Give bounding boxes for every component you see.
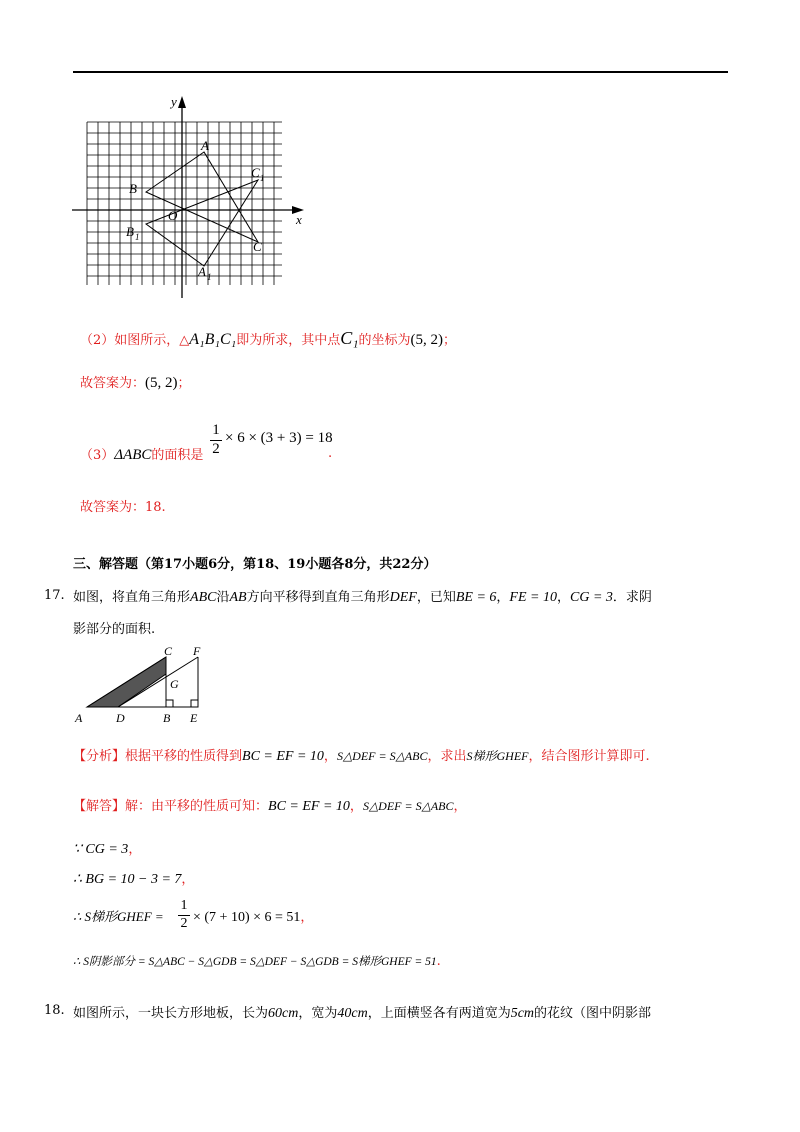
q17-triangle-figure bbox=[70, 640, 220, 726]
solution-text1: 解：由平移的性质可知： bbox=[125, 799, 269, 814]
label-d: D bbox=[116, 711, 125, 725]
answer2-line: 故答案为：18. bbox=[80, 500, 166, 515]
point-b1-label: B bbox=[126, 224, 134, 239]
point-a1-sub: 1 bbox=[207, 272, 212, 282]
q18-number: 18. bbox=[44, 1003, 65, 1018]
part2-end: ； bbox=[442, 333, 456, 348]
analysis-eq3: S梯形GHEF bbox=[466, 749, 529, 763]
answer1-prefix: 故答案为： bbox=[80, 376, 146, 391]
label-g: G bbox=[170, 677, 179, 691]
point-c1-sub: 1 bbox=[260, 173, 265, 183]
step3-end: ， bbox=[300, 910, 314, 925]
part3-prefix-line bbox=[80, 444, 203, 464]
step1-end: ， bbox=[128, 842, 142, 857]
top-rule bbox=[73, 71, 728, 73]
label-e: E bbox=[190, 711, 198, 725]
q17-sep1: ， bbox=[496, 590, 510, 605]
analysis-text2: ，求出 bbox=[427, 749, 467, 764]
step2-end: ， bbox=[181, 872, 195, 887]
step1-math: ∵ CG = 3 bbox=[73, 842, 129, 857]
part3-expr: × 6 × (3 + 3) = 18 bbox=[225, 430, 333, 446]
coordinate-grid-figure bbox=[70, 90, 320, 305]
part2-coord: (5, 2) bbox=[410, 332, 443, 348]
analysis-line bbox=[73, 745, 650, 765]
q17-text-e: ．求阴 bbox=[612, 590, 652, 605]
answer1-end: ； bbox=[177, 376, 191, 391]
part2-mid: 即为所求，其中点 bbox=[236, 333, 341, 348]
step4-end: . bbox=[436, 954, 441, 969]
step3-lhs: ∴ S梯形GHEF = bbox=[73, 909, 164, 924]
q17-be: BE = 6 bbox=[455, 590, 497, 605]
point-c1-label: C bbox=[251, 165, 260, 180]
q17-def: DEF bbox=[389, 590, 417, 605]
label-c: C bbox=[164, 644, 173, 658]
part2-point: C₁ bbox=[340, 328, 359, 348]
grid-lines bbox=[87, 122, 282, 285]
y-axis-label: y bbox=[171, 94, 177, 109]
label-b: B bbox=[163, 711, 171, 725]
q18-text-b: ，宽为 bbox=[298, 1006, 338, 1021]
q17-abc: ABC bbox=[190, 590, 217, 605]
q17-text-d: ，已知 bbox=[416, 590, 456, 605]
solution-eq1: BC = EF = 10 bbox=[268, 799, 350, 814]
solution-step1 bbox=[73, 838, 141, 858]
step3-rhs: × (7 + 10) × 6 = 51 bbox=[193, 910, 301, 925]
analysis-tag: 【分析】 bbox=[73, 749, 126, 764]
right-angle-b bbox=[166, 700, 173, 707]
right-angle-e bbox=[191, 700, 198, 707]
q17-text-c: 方向平移得到直角三角形 bbox=[246, 590, 390, 605]
analysis-text1: 根据平移的性质得到 bbox=[125, 749, 243, 764]
q17-line1 bbox=[73, 586, 652, 606]
x-axis-label: x bbox=[296, 212, 302, 227]
y-axis-arrow bbox=[178, 96, 186, 108]
point-b1-sub: 1 bbox=[135, 232, 140, 242]
part2-triangle: A₁B₁C₁ bbox=[189, 331, 237, 348]
part3-frac bbox=[210, 422, 222, 458]
solution-step2 bbox=[73, 868, 194, 888]
part3-frac-num: 1 bbox=[212, 422, 220, 438]
part3-prefix: （3） bbox=[80, 448, 115, 463]
q17-fe: FE = 10 bbox=[509, 590, 557, 605]
answer1-line bbox=[80, 372, 191, 392]
q17-number: 17. bbox=[44, 588, 65, 603]
part3-triangle: ΔABC bbox=[114, 447, 152, 463]
solution-tag: 【解答】 bbox=[73, 799, 126, 814]
part2-prefix: （2）如图所示，△ bbox=[80, 333, 190, 348]
q17-line2: 影部分的面积. bbox=[73, 622, 156, 637]
q18-text-d: 的花纹（图中阴影部 bbox=[534, 1006, 652, 1021]
part3-end: . bbox=[328, 446, 333, 461]
solution-end: ， bbox=[453, 799, 467, 814]
q18-width: 40cm bbox=[337, 1006, 368, 1021]
part3-frac-den: 2 bbox=[210, 440, 222, 458]
solution-eq2: S△DEF = S△ABC bbox=[362, 799, 454, 813]
q18-length: 60cm bbox=[268, 1006, 299, 1021]
answer1-value: (5, 2) bbox=[145, 375, 178, 391]
step3-frac bbox=[178, 898, 190, 932]
label-f: F bbox=[193, 644, 201, 658]
q17-text-a: 如图，将直角三角形 bbox=[73, 590, 191, 605]
q17-ab: AB bbox=[229, 590, 247, 605]
point-c-label: C bbox=[253, 239, 262, 254]
part3-mid: 的面积是 bbox=[151, 448, 204, 463]
part2-mid2: 的坐标为 bbox=[358, 333, 411, 348]
q18-text-a: 如图所示，一块长方形地板，长为 bbox=[73, 1006, 269, 1021]
q17-text-b: 沿 bbox=[216, 590, 230, 605]
q17-cg: CG = 3 bbox=[570, 590, 613, 605]
step3-rhs-line bbox=[193, 906, 313, 926]
section3-title: 三、解答题（第17小题6分，第18、19小题各8分，共22分） bbox=[73, 557, 437, 572]
q17-sep2: ， bbox=[556, 590, 570, 605]
q18-line1 bbox=[73, 1002, 651, 1022]
origin-label: O bbox=[168, 208, 178, 223]
step3-frac-num: 1 bbox=[180, 898, 188, 913]
step3-frac-den: 2 bbox=[178, 915, 190, 932]
analysis-eq1: BC = EF = 10 bbox=[242, 749, 324, 764]
step4-math: ∴ S阴影部分 = S△ABC − S△GDB = S△DEF − S△GDB = S梯形GHEF = 51 bbox=[73, 956, 437, 968]
analysis-text3: ，结合图形计算即可. bbox=[528, 749, 650, 764]
q18-text-c: ，上面横竖各有两道宽为 bbox=[367, 1006, 511, 1021]
solution-line1 bbox=[73, 795, 467, 815]
analysis-sep: ， bbox=[323, 749, 337, 764]
solution-sep: ， bbox=[349, 799, 363, 814]
solution-step4 bbox=[73, 950, 441, 969]
analysis-eq2: S△DEF = S△ABC bbox=[336, 749, 428, 763]
point-a-label: A bbox=[201, 138, 209, 153]
point-a1-label: A bbox=[198, 264, 206, 279]
step2-math: ∴ BG = 10 − 3 = 7 bbox=[73, 872, 182, 887]
point-b-label: B bbox=[129, 181, 137, 196]
q18-stripe-width: 5cm bbox=[510, 1006, 535, 1021]
part2-line bbox=[80, 328, 456, 349]
label-a: A bbox=[75, 711, 83, 725]
